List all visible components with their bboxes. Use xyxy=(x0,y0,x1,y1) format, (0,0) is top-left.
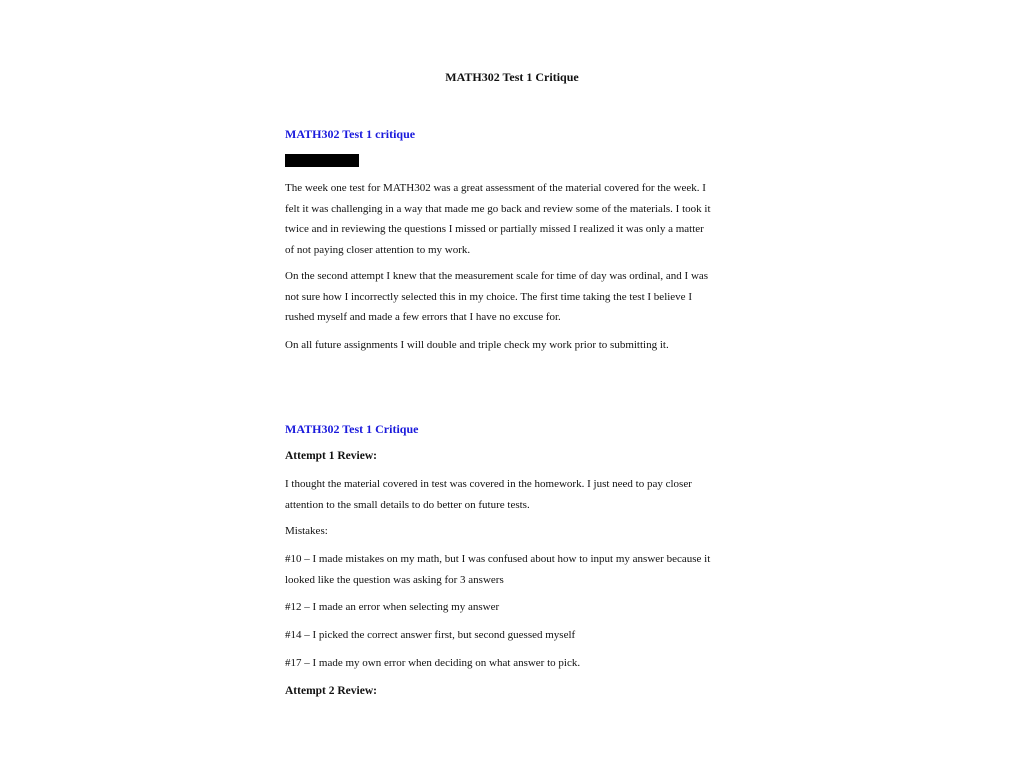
section1-paragraph-3 xyxy=(285,335,745,356)
paragraph-line: of not paying closer attention to my work. xyxy=(285,243,471,256)
paragraph-line: looked like the question was asking for 3 answers xyxy=(285,573,504,586)
mistake-item-17 xyxy=(285,653,745,674)
paragraph-line: rushed myself and made a few errors that I have no excuse for. xyxy=(285,311,561,323)
paragraph-line: felt it was challenging in a way that made me go back and review some of the materials. I took it xyxy=(285,202,711,215)
section1-heading: MATH302 Test 1 critique xyxy=(285,127,416,141)
mistake-item-10 xyxy=(285,549,745,590)
paragraph-line: not sure how I incorrectly selected this in my choice. The first time taking the test I believe I xyxy=(285,290,692,303)
paragraph-line: On all future assignments I will double and triple check my work prior to submitting it. xyxy=(285,339,669,351)
redacted-name-block xyxy=(285,154,359,167)
paragraph-line: #10 – I made mistakes on my math, but I was confused about how to input my answer because it xyxy=(285,553,711,565)
attempt2-review-label: Attempt 2 Review: xyxy=(285,685,377,697)
section1-paragraph-2 xyxy=(285,266,745,328)
paragraph-line: On the second attempt I knew that the measurement scale for time of day was ordinal, and I was xyxy=(285,270,709,282)
mistake-item-12 xyxy=(285,597,745,618)
section2-heading: MATH302 Test 1 Critique xyxy=(285,422,419,436)
document-title: MATH302 Test 1 Critique xyxy=(445,70,579,84)
paragraph-line: #14 – I picked the correct answer first, but second guessed myself xyxy=(285,629,576,641)
mistake-item-14 xyxy=(285,625,745,646)
paragraph-line: twice and in reviewing the questions I missed or partially missed I realized it was only a matter xyxy=(285,223,704,235)
paragraph-line: attention to the small details to do better on future tests. xyxy=(285,498,530,511)
attempt1-review-label: Attempt 1 Review: xyxy=(285,450,377,462)
section1-paragraph-1 xyxy=(285,178,745,260)
paragraph-line: #12 – I made an error when selecting my answer xyxy=(285,601,500,613)
paragraph-line: The week one test for MATH302 was a great assessment of the material covered for the week. I xyxy=(285,182,706,194)
mistakes-label: Mistakes: xyxy=(285,525,328,537)
paragraph-line: #17 – I made my own error when deciding on what answer to pick. xyxy=(285,657,581,669)
attempt1-review-text xyxy=(285,474,745,515)
paragraph-line: I thought the material covered in test was covered in the homework. I just need to pay closer xyxy=(285,478,692,490)
